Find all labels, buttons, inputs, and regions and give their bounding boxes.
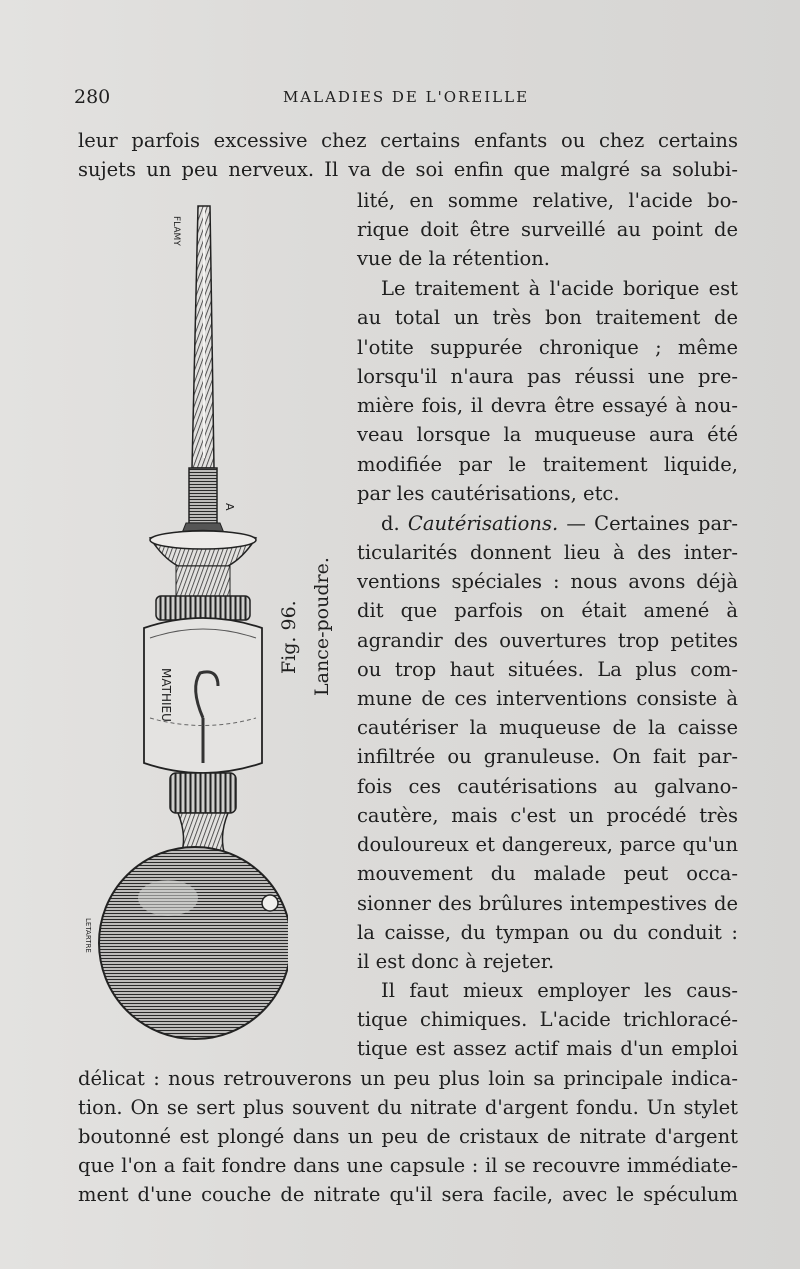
text-line: ment d'une couche de nitrate qu'il sera facile, avec le spéculum xyxy=(78,1183,738,1206)
text-line: cautère, mais c'est un procédé très xyxy=(357,804,738,827)
text-line: mière fois, il devra être essayé à nou- xyxy=(357,394,738,417)
text-line: agrandir des ouvertures trop petites xyxy=(357,629,738,652)
text-line: ventions spéciales : nous avons déjà xyxy=(357,570,738,593)
text-line: Le traitement à l'acide borique est xyxy=(381,277,738,300)
text-line: ou trop haut situées. La plus com- xyxy=(357,658,738,681)
text-line: mouvement du malade peut occa- xyxy=(357,862,738,885)
text-line: tique est assez actif mais d'un emploi xyxy=(357,1037,738,1060)
text-line: par les cautérisations, etc. xyxy=(357,482,620,505)
text-line: il est donc à rejeter. xyxy=(357,950,555,973)
text-line: vue de la rétention. xyxy=(357,247,550,270)
figure-number: Fig. 96. xyxy=(278,600,300,674)
text-line: mune de ces interventions consiste à xyxy=(357,687,738,710)
figure-caption: Lance-poudre. xyxy=(311,557,333,696)
page-header xyxy=(74,86,738,112)
text-line: tion. On se sert plus souvent du nitrate d'argent fondu. Un stylet xyxy=(78,1096,738,1119)
text-line: tique chimiques. L'acide trichloracé- xyxy=(357,1008,738,1031)
maker-mark-mathieu: MATHIEU xyxy=(159,668,173,722)
text-line: rique doit être surveillé au point de xyxy=(357,218,738,241)
running-title: MALADIES DE L'OREILLE xyxy=(282,88,530,106)
engraver-mark-top: FLAMY xyxy=(171,216,181,246)
text-line: cautériser la muqueuse de la caisse xyxy=(357,716,738,739)
text-line: fois ces cautérisations au galvano- xyxy=(357,775,738,798)
text-line: sujets un peu nerveux. Il va de soi enfin que malgré sa solubi- xyxy=(78,158,738,181)
powder-insufflator-illustration xyxy=(78,198,288,1058)
text-line: lorsqu'il n'aura pas réussi une pre- xyxy=(357,365,738,388)
text-line: veau lorsque la muqueuse aura été xyxy=(357,423,738,446)
text-line: que l'on a fait fondre dans une capsule : il se recouvre immédiate- xyxy=(78,1154,738,1177)
text-line: délicat : nous retrouverons un peu plus loin sa principale indica- xyxy=(78,1067,738,1090)
text-line: sionner des brûlures intempestives de xyxy=(357,892,738,915)
figure-marker-a: A xyxy=(223,503,236,511)
text-line: modifiée par le traitement liquide, xyxy=(357,453,738,476)
text-line: boutonné est plongé dans un peu de cristaux de nitrate d'argent xyxy=(78,1125,738,1148)
text-line: douloureux et dangereux, parce qu'un xyxy=(357,833,738,856)
text-line: ticularités donnent lieu à des inter- xyxy=(357,541,738,564)
text-line: dit que parfois on était amené à xyxy=(357,599,738,622)
text-line: l'otite suppurée chronique ; même xyxy=(357,336,738,359)
page-number: 280 xyxy=(74,86,111,108)
text-line: au total un très bon traitement de xyxy=(357,306,738,329)
engraver-mark: LETARTRE xyxy=(84,918,92,953)
text-line: la caisse, du tympan ou du conduit : xyxy=(357,921,738,944)
text-line: leur parfois excessive chez certains enfants ou chez certains xyxy=(78,129,738,152)
text-line: d. Cautérisations. — Certaines par- xyxy=(381,512,738,535)
text-line: infiltrée ou granuleuse. On fait par- xyxy=(357,745,738,768)
text-line: lité, en somme relative, l'acide bo- xyxy=(357,189,738,212)
text-line: Il faut mieux employer les caus- xyxy=(381,979,738,1002)
